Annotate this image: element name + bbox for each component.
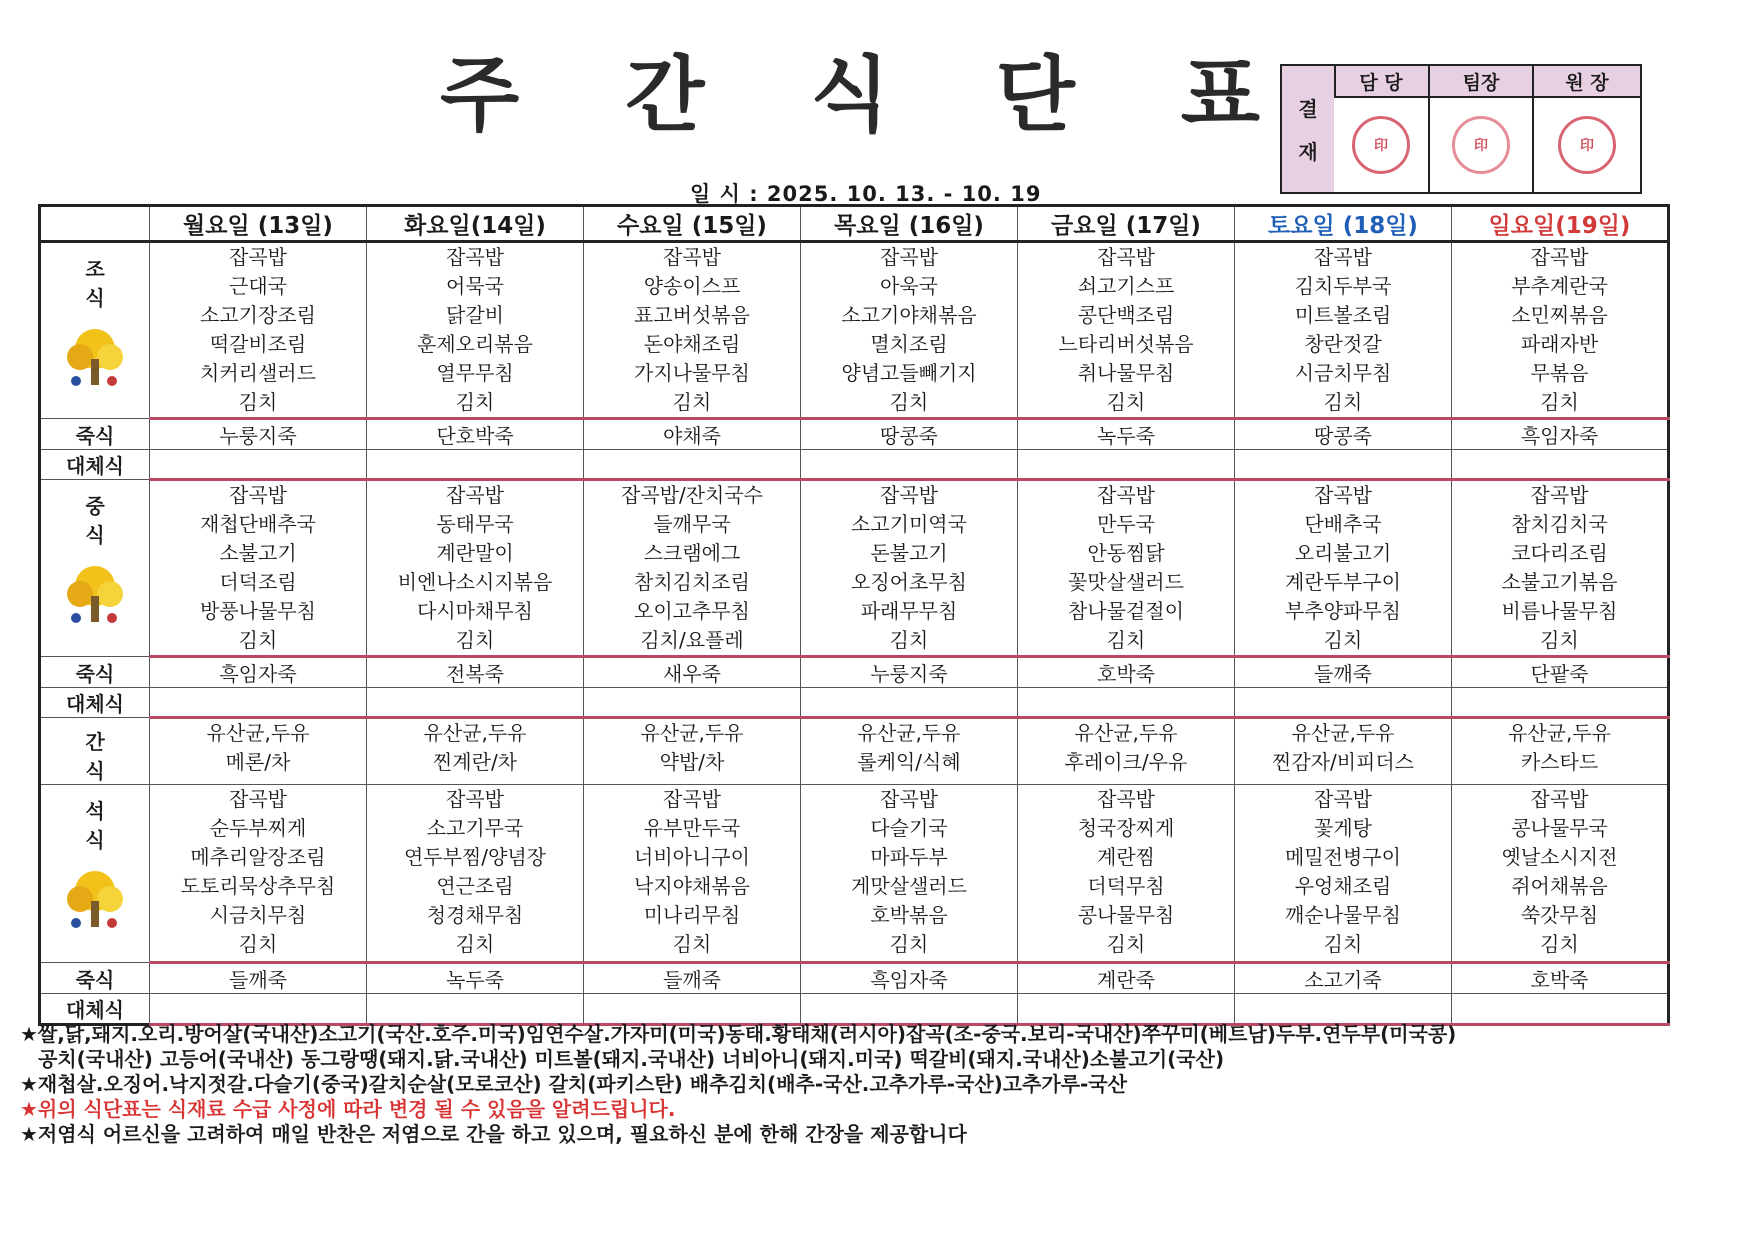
porridge-cell: 야채죽: [584, 419, 801, 450]
dish-item: 잡곡밥: [1314, 483, 1372, 507]
dish-item: 치커리샐러드: [200, 361, 316, 385]
dish-item: 들깨무국: [653, 512, 731, 536]
dish-item: 김치: [455, 390, 495, 414]
dish-item: 다슬기국: [870, 816, 948, 840]
dish-item: 김치: [1540, 932, 1579, 956]
dish-item: 단배추국: [1304, 512, 1382, 536]
dish-item: 부추양파무침: [1285, 599, 1401, 623]
dish-item: 김치: [1540, 628, 1579, 652]
porridge-cell: 들깨죽: [150, 963, 367, 994]
dish-item: 소고기장조림: [200, 303, 316, 327]
dish-item: 김치: [1323, 628, 1363, 652]
dish-item: 김치두부국: [1294, 274, 1392, 298]
note-line: 공치(국내산) 고등어(국내산) 동그랑땡(돼지.닭.국내산) 미트볼(돼지.국내산) 너비아니(돼지.미국) 떡갈비(돼지.국내산)소불고기(국산): [38, 1047, 1225, 1071]
dish-item: 김치: [1106, 628, 1146, 652]
dish-item: 오징어초무침: [851, 570, 967, 594]
dish-cell: [1018, 480, 1235, 657]
signature-slot: [1430, 98, 1532, 192]
dish-item: 우엉채조림: [1294, 874, 1392, 898]
porridge-cell: 호박죽: [1452, 963, 1669, 994]
dish-item: 너비아니구이: [634, 845, 750, 869]
dish-item: 잡곡밥: [229, 245, 287, 269]
dish-item: 멸치조림: [870, 332, 948, 356]
meal-label-lunch: [40, 480, 150, 657]
substitute-cell: [150, 450, 367, 480]
dish-item: 잡곡밥: [1530, 245, 1589, 269]
dish-item: 잡곡밥: [880, 483, 938, 507]
dish-item: 소고기무국: [426, 816, 524, 840]
dish-item: 잡곡밥: [1530, 787, 1589, 811]
note-line-warning: ★위의 식단표는 식재료 수급 사정에 따라 변경 될 수 있음을 알려드립니다.: [20, 1097, 676, 1121]
dish-item: 비름나물무침: [1501, 599, 1618, 623]
substitute-cell: [1235, 688, 1452, 718]
dish-item: 소고기미역국: [851, 512, 967, 536]
day-header: 수요일 (15일): [584, 206, 801, 242]
substitute-cell: [150, 994, 367, 1025]
dish-cell: [1452, 480, 1669, 657]
dish-cell: [150, 480, 367, 657]
substitute-cell: [801, 994, 1018, 1025]
porridge-cell: 흑임자죽: [1452, 419, 1669, 450]
dish-item: 찐감자/비피더스: [1272, 750, 1414, 774]
snack-row: [40, 718, 1669, 785]
dish-cell: [367, 718, 584, 785]
dish-item: 소민찌볶음: [1511, 303, 1608, 327]
porridge-cell: 단호박죽: [367, 419, 584, 450]
approval-box: [1280, 64, 1642, 194]
dish-item: 잡곡밥: [880, 245, 938, 269]
day-header: 월요일 (13일): [150, 206, 367, 242]
dish-item: 도토리묵상추무침: [180, 874, 336, 898]
approval-header: 원 장: [1534, 66, 1640, 98]
dish-item: 계란말이: [436, 541, 514, 565]
dish-item: 양송이스프: [643, 274, 741, 298]
dish-item: 훈제오리볶음: [417, 332, 533, 356]
seal-stamp-icon: 印: [1558, 116, 1616, 174]
porridge-cell: 녹두죽: [367, 963, 584, 994]
dish-item: 쑥갓무침: [1520, 903, 1599, 927]
dish-item: 낙지야채볶음: [634, 874, 750, 898]
approval-header: 팀장: [1430, 66, 1532, 98]
substitute-cell: [367, 688, 584, 718]
dish-item: 오이고추무침: [634, 599, 750, 623]
substitute-cell: [1452, 688, 1669, 718]
dish-item: 김치/요플레: [640, 628, 744, 652]
dish-item: 파래무무침: [860, 599, 958, 623]
title-char: 단: [995, 47, 1075, 143]
dish-item: 파래자반: [1520, 332, 1599, 356]
substitute-cell: [1235, 450, 1452, 480]
dish-item: 코다리조림: [1511, 541, 1608, 565]
dish-item: 무볶음: [1530, 361, 1589, 385]
dish-item: 메밀전병구이: [1285, 845, 1401, 869]
autumn-tree-icon: [62, 562, 128, 628]
dish-item: 오리불고기: [1294, 541, 1392, 565]
dish-item: 양념고들빼기지: [841, 361, 977, 385]
dish-item: 열무무침: [436, 361, 514, 385]
porridge-cell: 들깨죽: [584, 963, 801, 994]
meal-label-snack: [40, 718, 150, 785]
dish-item: 잡곡밥: [229, 483, 287, 507]
dish-item: 아욱국: [880, 274, 938, 298]
autumn-tree-icon: [62, 867, 128, 933]
approval-label-char: 재: [1298, 140, 1318, 164]
dish-cell: [801, 785, 1018, 963]
dish-item: 미트볼조림: [1294, 303, 1392, 327]
approval-col-team-lead: [1430, 66, 1534, 192]
substitute-cell: [150, 688, 367, 718]
dish-item: 잡곡밥: [880, 787, 938, 811]
dish-cell: [801, 718, 1018, 785]
substitute-cell: [584, 450, 801, 480]
dish-item: 시금치무침: [1294, 361, 1392, 385]
dish-cell: [150, 785, 367, 963]
dish-item: 쥐어채볶음: [1511, 874, 1608, 898]
note-line: ★쌀,닭,돼지.오리.방어살(국내산)소고기(국산.호주.미국)임연수살.가자미(미국)동태.황태채(러시아)잡곡(조-중국.보리-국내산)쭈꾸미(베트남)두부.연두부(미국콩): [20, 1022, 1457, 1046]
dish-item: 떡갈비조림: [209, 332, 307, 356]
dish-item: 근대국: [229, 274, 287, 298]
day-header-sunday: 일요일(19일): [1452, 206, 1669, 242]
dish-item: 안동찜닭: [1087, 541, 1165, 565]
dish-item: 참나물겉절이: [1068, 599, 1184, 623]
dish-item: 돈야채조림: [643, 332, 741, 356]
dinner-row: [40, 785, 1669, 963]
dish-item: 메추리알장조림: [190, 845, 326, 869]
day-header: 화요일(14일): [367, 206, 584, 242]
dish-item: 게맛살샐러드: [851, 874, 967, 898]
dish-item: 김치: [238, 628, 278, 652]
dish-item: 다시마채무침: [417, 599, 533, 623]
dish-item: 느타리버섯볶음: [1058, 332, 1194, 356]
dish-item: 소고기야채볶음: [841, 303, 977, 327]
dish-cell: [367, 480, 584, 657]
dish-item: 김치: [455, 628, 495, 652]
title-char: 표: [1180, 47, 1260, 143]
dish-item: 유산균,두유: [423, 721, 527, 745]
dish-item: 참치김치국: [1511, 512, 1608, 536]
dish-item: 부추계란국: [1511, 274, 1608, 298]
signature-slot: [1334, 98, 1428, 192]
dish-item: 미나리무침: [643, 903, 741, 927]
dish-item: 약밥/차: [659, 750, 725, 774]
dish-item: 마파두부: [870, 845, 948, 869]
dish-cell: [1452, 242, 1669, 419]
dish-item: 어묵국: [446, 274, 504, 298]
approval-col-director: [1534, 66, 1640, 192]
dish-item: 김치: [455, 932, 495, 956]
dish-item: 잡곡밥: [1097, 787, 1155, 811]
substitute-cell: [1452, 450, 1669, 480]
dish-item: 쇠고기스프: [1077, 274, 1175, 298]
porridge-label: 죽식: [40, 419, 150, 450]
dish-item: 유산균,두유: [1291, 721, 1395, 745]
porridge-cell: 흑임자죽: [150, 657, 367, 688]
dish-cell: [1235, 785, 1452, 963]
substitute-cell: [1018, 688, 1235, 718]
porridge-cell: 녹두죽: [1018, 419, 1235, 450]
dish-item: 창란젓갈: [1304, 332, 1382, 356]
dish-item: 김치: [238, 932, 278, 956]
meal-label-text: 석 식: [85, 799, 123, 852]
dish-cell: [584, 718, 801, 785]
dish-item: 취나물무침: [1077, 361, 1175, 385]
dish-cell: [367, 242, 584, 419]
dish-cell: [801, 480, 1018, 657]
dish-item: 롤케익/식혜: [857, 750, 961, 774]
dish-item: 김치: [238, 390, 278, 414]
dish-item: 시금치무침: [209, 903, 307, 927]
dish-item: 잡곡밥: [1097, 483, 1155, 507]
meal-label-dinner: [40, 785, 150, 963]
origin-notes: [20, 1022, 1720, 1147]
dish-item: 순두부찌게: [209, 816, 307, 840]
dish-cell: [584, 785, 801, 963]
porridge-cell: 누룽지죽: [801, 657, 1018, 688]
dish-cell: [1452, 785, 1669, 963]
substitute-label: 대체식: [40, 994, 150, 1025]
substitute-label: 대체식: [40, 450, 150, 480]
dinner-porridge-row: [40, 963, 1669, 994]
lunch-substitute-row: [40, 688, 1669, 718]
dish-item: 만두국: [1097, 512, 1155, 536]
meal-label-text: 간 식: [85, 730, 123, 783]
dish-item: 콩나물무침: [1077, 903, 1175, 927]
dinner-substitute-row: [40, 994, 1669, 1025]
porridge-cell: 새우죽: [584, 657, 801, 688]
dish-item: 방풍나물무침: [200, 599, 316, 623]
dish-item: 김치: [1106, 390, 1146, 414]
date-range: 일 시 : 2025. 10. 13. - 10. 19: [690, 182, 1042, 206]
dish-cell: [1235, 480, 1452, 657]
note-line: ★저염식 어르신을 고려하여 매일 반찬은 저염으로 간을 하고 있으며, 필요하신 분에 한해 간장을 제공합니다: [20, 1122, 967, 1146]
dish-item: 유산균,두유: [206, 721, 310, 745]
porridge-cell: 소고기죽: [1235, 963, 1452, 994]
dish-cell: [584, 242, 801, 419]
seal-stamp-icon: 印: [1452, 116, 1510, 174]
title-char: 식: [810, 47, 890, 143]
dish-item: 돈불고기: [870, 541, 948, 565]
dish-item: 김치: [889, 628, 929, 652]
dish-item: 유산균,두유: [857, 721, 961, 745]
porridge-cell: 호박죽: [1018, 657, 1235, 688]
porridge-label: 죽식: [40, 657, 150, 688]
dish-item: 계란두부구이: [1285, 570, 1401, 594]
porridge-cell: 흑임자죽: [801, 963, 1018, 994]
dish-item: 꽃게탕: [1314, 816, 1372, 840]
dish-item: 김치: [1106, 932, 1146, 956]
porridge-cell: 들깨죽: [1235, 657, 1452, 688]
dish-item: 잡곡밥: [229, 787, 287, 811]
dish-cell: [1452, 718, 1669, 785]
dish-item: 연근조림: [436, 874, 514, 898]
corner-cell: [40, 206, 150, 242]
dish-item: 콩나물무국: [1511, 816, 1608, 840]
porridge-cell: 누룽지죽: [150, 419, 367, 450]
substitute-cell: [584, 688, 801, 718]
dish-item: 깨순나물무침: [1285, 903, 1401, 927]
title-char: 주: [440, 47, 520, 143]
dish-cell: [1235, 242, 1452, 419]
substitute-cell: [584, 994, 801, 1025]
approval-label: [1282, 66, 1336, 192]
title-char: 간: [625, 47, 705, 143]
signature-slot: [1534, 98, 1640, 192]
dish-item: 김치: [672, 932, 712, 956]
dish-item: 잡곡밥: [446, 245, 504, 269]
dish-item: 스크램에그: [643, 541, 741, 565]
meal-label-text: 중 식: [85, 494, 123, 547]
dish-item: 호박볶음: [870, 903, 948, 927]
meal-label-breakfast: [40, 242, 150, 419]
dish-item: 청경채무침: [426, 903, 524, 927]
dish-item: 잡곡밥: [446, 483, 504, 507]
meal-label-text: 조 식: [85, 257, 123, 310]
substitute-cell: [1018, 450, 1235, 480]
dish-item: 유산균,두유: [1508, 721, 1611, 745]
substitute-cell: [367, 450, 584, 480]
dish-item: 계란찜: [1097, 845, 1155, 869]
note-line: ★재첩살.오징어.낙지젓갈.다슬기(중국)갈치순살(모로코산) 갈치(파키스탄) 배추김치(배추-국산.고추가루-국산)고추가루-국산: [20, 1072, 1127, 1096]
dish-item: 김치: [889, 932, 929, 956]
substitute-cell: [801, 450, 1018, 480]
dish-item: 더덕무침: [1087, 874, 1165, 898]
dish-item: 닭갈비: [446, 303, 504, 327]
dish-item: 소불고기: [219, 541, 297, 565]
dish-item: 꽃맛살샐러드: [1068, 570, 1184, 594]
autumn-tree-icon: [62, 325, 128, 391]
dish-cell: [1018, 785, 1235, 963]
dish-cell: [150, 242, 367, 419]
weekly-menu-table: [38, 204, 1670, 1026]
day-header-saturday: 토요일 (18일): [1235, 206, 1452, 242]
dish-item: 동태무국: [436, 512, 514, 536]
day-header: 목요일 (16일): [801, 206, 1018, 242]
substitute-cell: [367, 994, 584, 1025]
dish-item: 참치김치조림: [634, 570, 750, 594]
dish-item: 연두부찜/양념장: [404, 845, 546, 869]
porridge-label: 죽식: [40, 963, 150, 994]
dish-item: 잡곡밥: [1314, 245, 1372, 269]
day-header: 금요일 (17일): [1018, 206, 1235, 242]
dish-item: 비엔나소시지볶음: [397, 570, 553, 594]
dish-item: 잡곡밥/잔치국수: [621, 483, 763, 507]
porridge-cell: 땅콩죽: [801, 419, 1018, 450]
dish-item: 김치: [1323, 390, 1363, 414]
dish-item: 잡곡밥: [663, 787, 721, 811]
approval-label-char: 결: [1298, 97, 1318, 121]
dish-item: 김치: [672, 390, 712, 414]
dish-item: 재첩단배추국: [200, 512, 316, 536]
breakfast-porridge-row: [40, 419, 1669, 450]
dish-cell: [1235, 718, 1452, 785]
dish-item: 청국장찌게: [1077, 816, 1175, 840]
substitute-cell: [1452, 994, 1669, 1025]
dish-cell: [367, 785, 584, 963]
dish-item: 더덕조림: [219, 570, 297, 594]
dish-cell: [584, 480, 801, 657]
substitute-cell: [801, 688, 1018, 718]
dish-item: 찐계란/차: [432, 750, 518, 774]
dish-item: 잡곡밥: [446, 787, 504, 811]
breakfast-substitute-row: [40, 450, 1669, 480]
dish-item: 옛날소시지전: [1501, 845, 1618, 869]
dish-item: 유부만두국: [643, 816, 741, 840]
dish-cell: [1018, 718, 1235, 785]
dish-item: 잡곡밥: [1097, 245, 1155, 269]
dish-item: 콩단백조림: [1077, 303, 1175, 327]
approval-col-staff: [1334, 66, 1430, 192]
porridge-cell: 전복죽: [367, 657, 584, 688]
dish-item: 메론/차: [225, 750, 291, 774]
lunch-row: [40, 480, 1669, 657]
approval-header: 담 당: [1334, 66, 1428, 98]
porridge-cell: 단팥죽: [1452, 657, 1669, 688]
porridge-cell: 땅콩죽: [1235, 419, 1452, 450]
page-title: [440, 38, 1260, 143]
dish-cell: [1018, 242, 1235, 419]
lunch-porridge-row: [40, 657, 1669, 688]
dish-item: 유산균,두유: [1074, 721, 1178, 745]
dish-item: 소불고기볶음: [1501, 570, 1618, 594]
breakfast-row: [40, 242, 1669, 419]
dish-item: 김치: [1540, 390, 1579, 414]
dish-item: 가지나물무침: [634, 361, 750, 385]
substitute-cell: [1018, 994, 1235, 1025]
dish-item: 잡곡밥: [1314, 787, 1372, 811]
dish-item: 유산균,두유: [640, 721, 744, 745]
substitute-label: 대체식: [40, 688, 150, 718]
dish-item: 잡곡밥: [663, 245, 721, 269]
dish-item: 표고버섯볶음: [634, 303, 750, 327]
porridge-cell: 계란죽: [1018, 963, 1235, 994]
seal-stamp-icon: 印: [1352, 116, 1410, 174]
substitute-cell: [1235, 994, 1452, 1025]
dish-item: 잡곡밥: [1530, 483, 1589, 507]
dish-item: 카스타드: [1520, 750, 1599, 774]
dish-item: 김치: [889, 390, 929, 414]
header-row: [40, 206, 1669, 242]
dish-cell: [801, 242, 1018, 419]
dish-item: 김치: [1323, 932, 1363, 956]
dish-item: 후레이크/우유: [1064, 750, 1188, 774]
dish-cell: [150, 718, 367, 785]
